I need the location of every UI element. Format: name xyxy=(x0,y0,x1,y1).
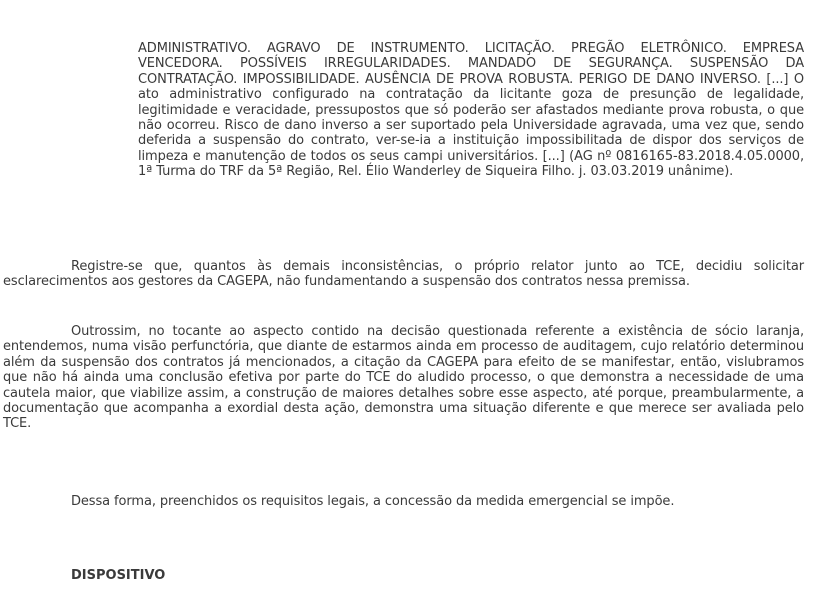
paragraph-tce-inconsistencies: Registre-se que, quantos às demais inconsistências, o próprio relator junto ao TCE, decidiu solicitar esclarecimentos aos gestores da CAGEPA, não fundamentando a suspensão dos contratos nessa premissa. xyxy=(3,259,804,290)
paragraph-conclusion: Dessa forma, preenchidos os requisitos legais, a concessão da medida emergencial se impõe. xyxy=(71,494,675,509)
section-heading-dispositivo: DISPOSITIVO xyxy=(71,568,166,583)
jurisprudence-quote: ADMINISTRATIVO. AGRAVO DE INSTRUMENTO. LICITAÇÃO. PREGÃO ELETRÔNICO. EMPRESA VENCEDORA. POSSÍVEIS IRREGULARIDADES. MANDADO DE SEGURANÇA. SUSPENSÃO DA CONTRATAÇÃO. IMPOSSIBILIDADE. AUSÊNCIA DE PROVA ROBUSTA. PERIGO DE DANO INVERSO. [...] O ato administrativo configurado na contratação da licitante goza de presunção de legalidade, legitimidade e veracidade, pressupostos que só poderão ser afastados mediante prova robusta, o que não ocorreu. Risco de dano inverso a ser suportado pela Universidade agravada, uma vez que, sendo deferida a suspensão do contrato, ver-se-ia a instituição impossibilitada de dispor dos serviços de limpeza e manutenção de todos os seus campi universitários. [...] (AG nº 0816165-83.2018.4.05.0000, 1ª Turma do TRF da 5ª Região, Rel. Élio Wanderley de Siqueira Filho. j. 03.03.2019 unânime). xyxy=(138,41,804,180)
paragraph-socio-laranja: Outrossim, no tocante ao aspecto contido na decisão questionada referente a existência de sócio laranja, entendemos, numa visão perfunctória, que diante de estarmos ainda em processo de auditagem, cujo relatório determinou além da suspensão dos contratos já mencionados, a citação da CAGEPA para efeito de se manifestar, então, vislubramos que não há ainda uma conclusão efetiva por parte do TCE do aludido processo, o que demonstra a necessidade de uma cautela maior, que viabilize assim, a construção de maiores detalhes sobre esse aspecto, até porque, preambularmente, a documentação que acompanha a exordial desta ação, demonstra uma situação diferente e que merece ser avaliada pelo TCE. xyxy=(3,324,804,432)
